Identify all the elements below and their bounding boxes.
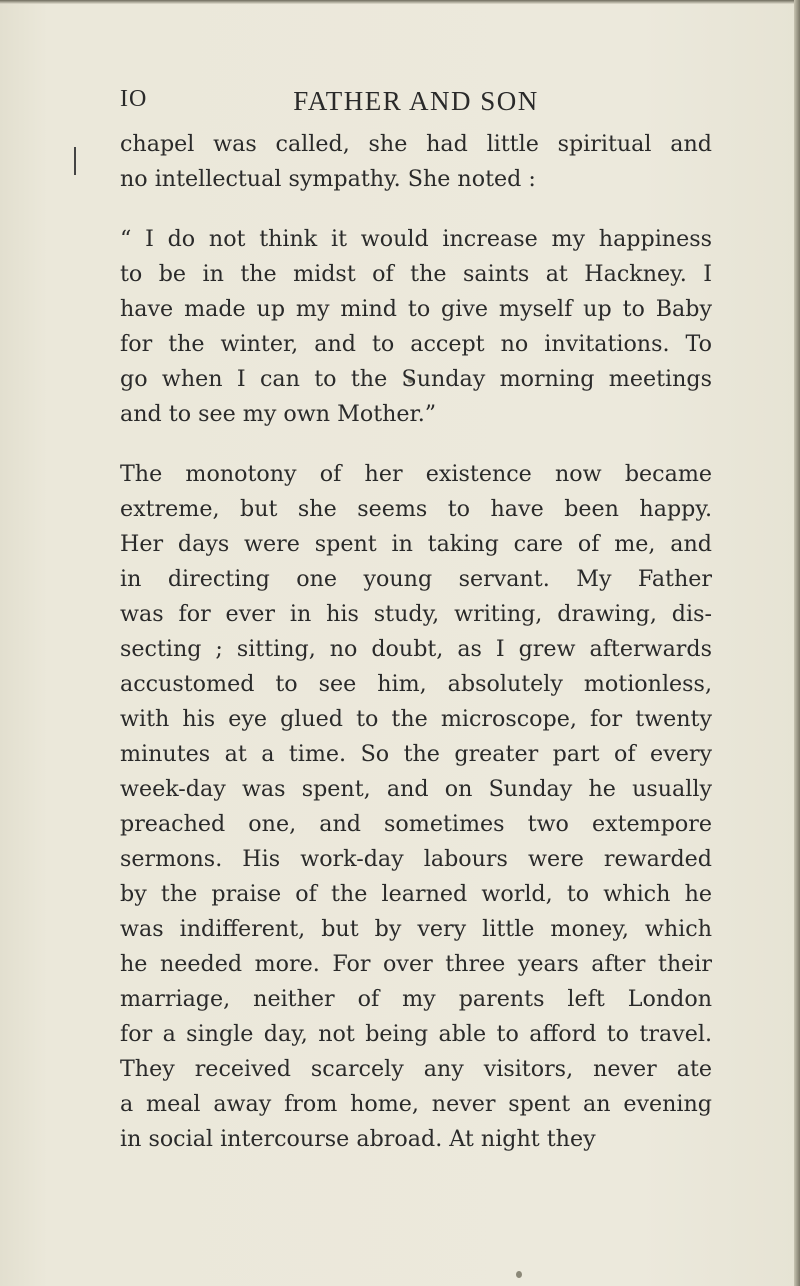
text-line: marriage, neither of my parents left London — [120, 986, 712, 1012]
text-line: week-day was spent, and on Sunday he usually — [120, 776, 712, 802]
text-line: secting ; sitting, no doubt, as I grew afterwards — [120, 636, 712, 662]
page-number: IO — [120, 86, 148, 112]
text-line: preached one, and sometimes two extempore — [120, 811, 712, 837]
text-line: chapel was called, she had little spiritual and — [120, 131, 712, 157]
body-text — [120, 127, 712, 1157]
text-line: to be in the midst of the saints at Hackney. I — [120, 261, 712, 287]
text-line: no intellectual sympathy. She noted : — [120, 166, 536, 192]
text-line: was indifferent, but by very little money, which — [120, 916, 712, 942]
quotation — [120, 222, 712, 432]
text-line: extreme, but she seems to have been happy. — [120, 496, 712, 522]
text-line: in social intercourse abroad. At night they — [120, 1126, 596, 1152]
text-line: sermons. His work-day labours were rewarded — [120, 846, 712, 872]
stray-dot — [516, 1271, 522, 1278]
page-right-edge — [794, 0, 800, 1286]
paragraph — [120, 457, 712, 1157]
text-line: They received scarcely any visitors, never ate — [120, 1056, 712, 1082]
text-line: Her days were spent in taking care of me, and — [120, 531, 712, 557]
margin-mark — [74, 147, 76, 175]
text-line: “ I do not think it would increase my happiness — [120, 226, 712, 252]
text-line: a meal away from home, never spent an evening — [120, 1091, 712, 1117]
page-top-edge — [0, 0, 800, 4]
text-line: for the winter, and to accept no invitations. To — [120, 331, 712, 357]
text-line: have made up my mind to give myself up to Baby — [120, 296, 712, 322]
text-line: The monotony of her existence now became — [120, 461, 712, 487]
text-line: and to see my own Mother.” — [120, 401, 437, 427]
text-line: was for ever in his study, writing, drawing, dis- — [120, 601, 712, 627]
running-head: FATHER AND SON — [293, 86, 539, 116]
text-line: in directing one young servant. My Father — [120, 566, 712, 592]
text-line: for a single day, not being able to afford to travel. — [120, 1021, 712, 1047]
text-line: go when I can to the Sunday morning meetings — [120, 366, 712, 392]
text-line: by the praise of the learned world, to which he — [120, 881, 712, 907]
text-line: he needed more. For over three years after their — [120, 951, 712, 977]
text-line: accustomed to see him, absolutely motionless, — [120, 671, 712, 697]
text-line: with his eye glued to the microscope, for twenty — [120, 706, 712, 732]
page-header — [120, 86, 712, 126]
paragraph — [120, 127, 712, 197]
text-line: minutes at a time. So the greater part of every — [120, 741, 712, 767]
